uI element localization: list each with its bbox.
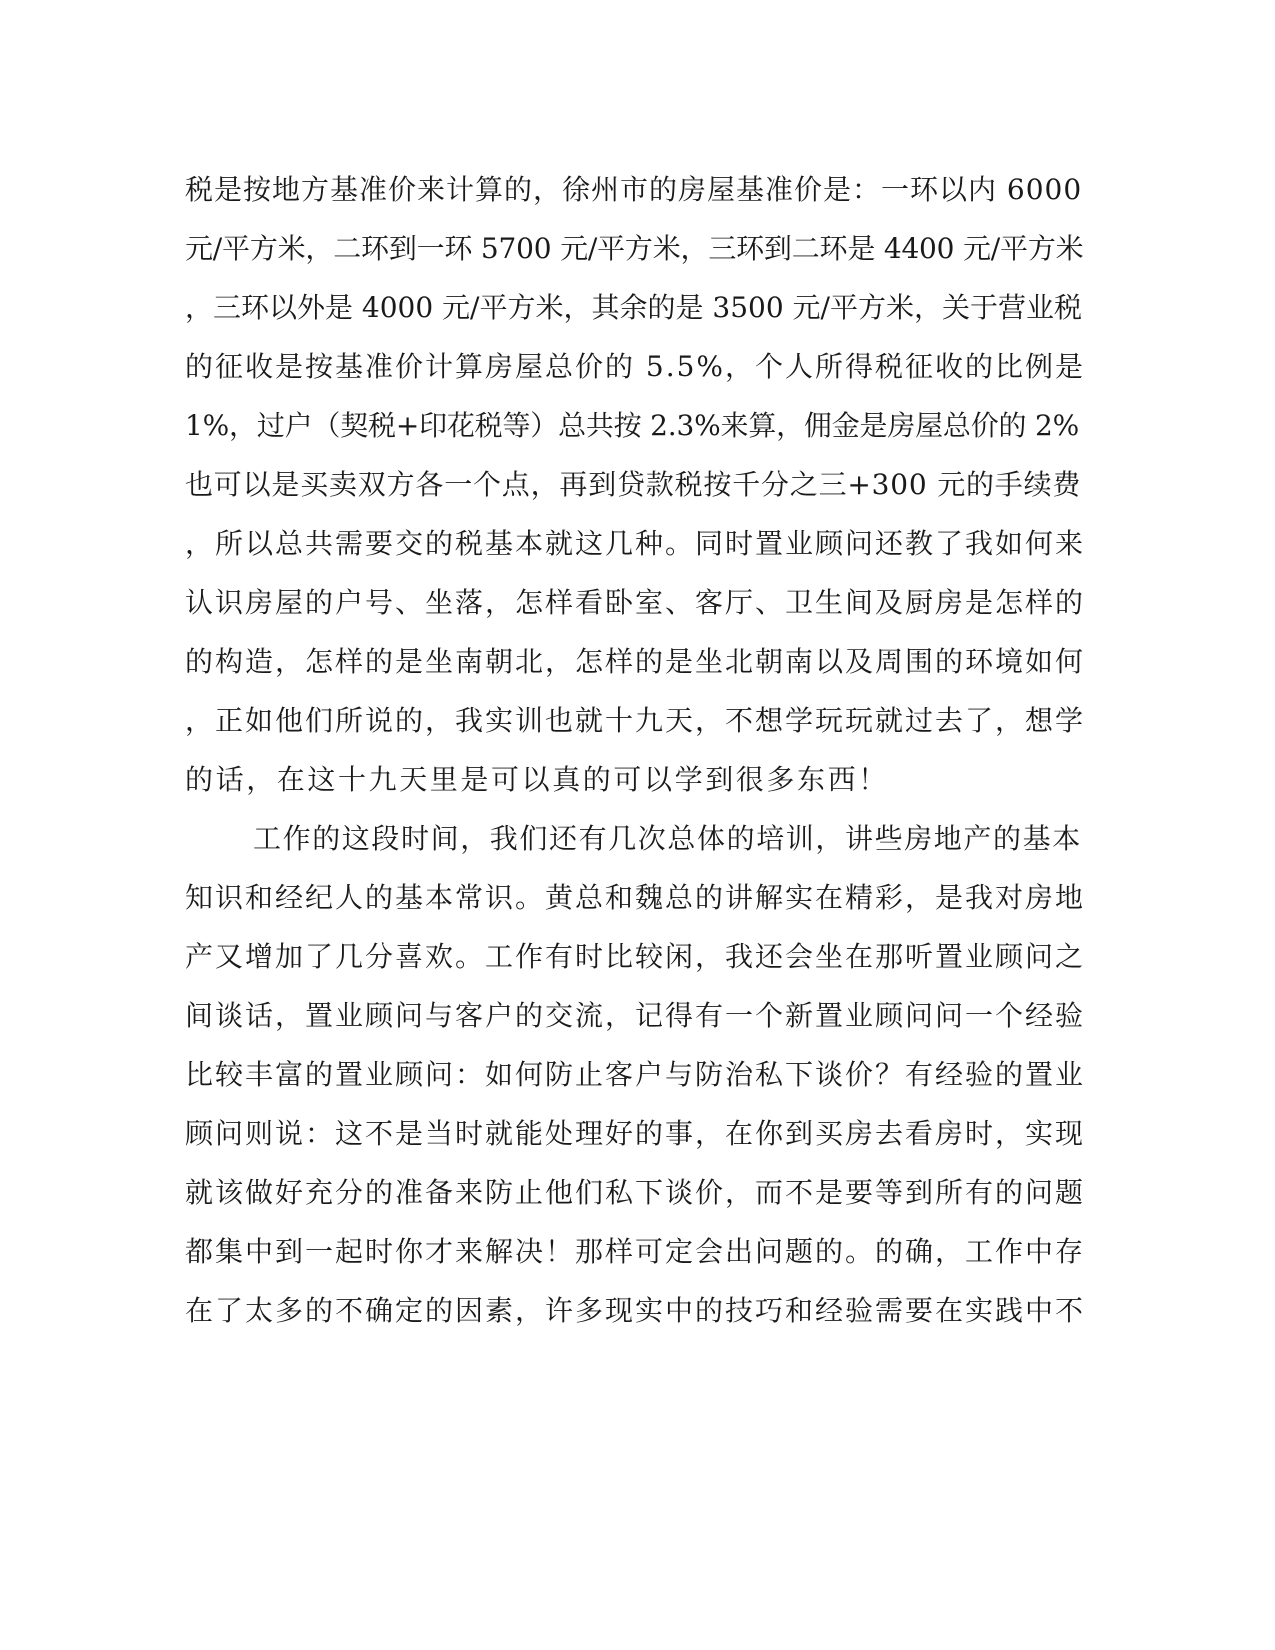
text-line: 元/平方米，二环到一环 5700 元/平方米，三环到二环是 4400 元/平方米: [185, 232, 1084, 265]
text-line: 也可以是买卖双方各一个点，再到贷款税按千分之三+300 元的手续费: [185, 468, 1082, 501]
text-line: 就该做好充分的准备来防止他们私下谈价，而不是要等到所有的问题: [185, 1176, 1086, 1209]
paragraph-first-line: 工作的这段时间，我们还有几次总体的培训，讲些房地产的基本: [253, 822, 1082, 855]
text-line: 在了太多的不确定的因素，许多现实中的技巧和经验需要在实践中不: [185, 1294, 1086, 1327]
body-text: [185, 160, 1085, 1340]
text-line: 的征收是按基准价计算房屋总价的 5.5%，个人所得税征收的比例是: [185, 350, 1086, 383]
text-line: 的话，在这十九天里是可以真的可以学到很多东西！: [185, 763, 889, 796]
text-line: ，所以总共需要交的税基本就这几种。同时置业顾问还教了我如何来: [185, 527, 1086, 560]
text-line: 知识和经纪人的基本常识。黄总和魏总的讲解实在精彩，是我对房地: [185, 881, 1086, 914]
text-line: 间谈话，置业顾问与客户的交流，记得有一个新置业顾问问一个经验: [185, 999, 1086, 1032]
text-line: 税是按地方基准价来计算的，徐州市的房屋基准价是：一环以内 6000: [185, 173, 1083, 206]
text-line: 顾问则说：这不是当时就能处理好的事，在你到买房去看房时，实现: [185, 1117, 1086, 1150]
text-line: 认识房屋的户号、坐落，怎样看卧室、客厅、卫生间及厨房是怎样的: [185, 586, 1086, 619]
text-line: 的构造，怎样的是坐南朝北，怎样的是坐北朝南以及周围的环境如何: [185, 645, 1086, 678]
text-line: 产又增加了几分喜欢。工作有时比较闲，我还会坐在那听置业顾问之: [185, 940, 1086, 973]
text-line: 1%，过户（契税+印花税等）总共按 2.3%来算，佣金是房屋总价的 2%: [185, 409, 1080, 442]
text-line: ，正如他们所说的，我实训也就十九天，不想学玩玩就过去了，想学: [185, 704, 1086, 737]
text-line: 都集中到一起时你才来解决！那样可定会出问题的。的确，工作中存: [185, 1235, 1086, 1268]
text-line: 比较丰富的置业顾问：如何防止客户与防治私下谈价？有经验的置业: [185, 1058, 1086, 1091]
text-line: ，三环以外是 4000 元/平方米，其余的是 3500 元/平方米，关于营业税: [185, 291, 1082, 324]
